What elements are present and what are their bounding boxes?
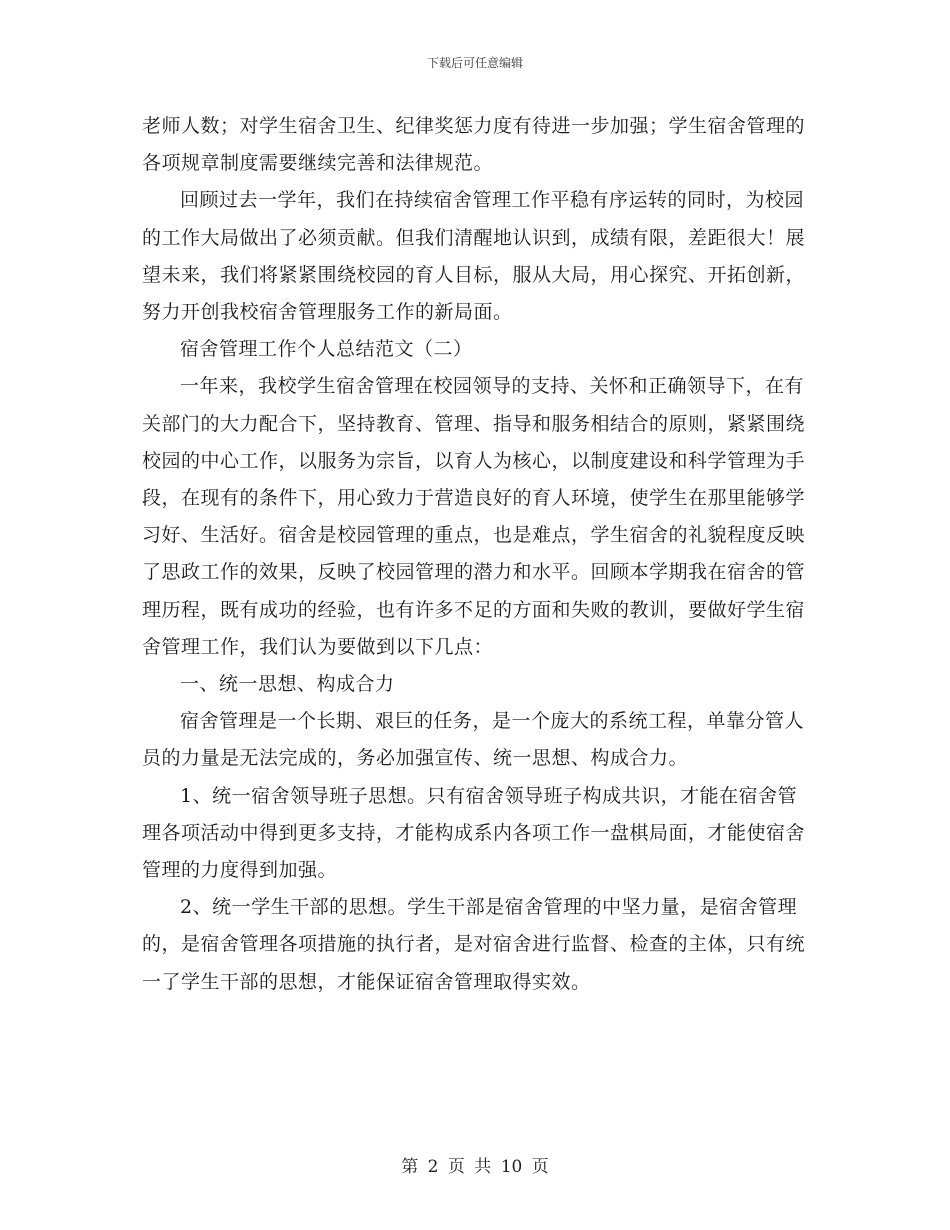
section-title: 宿舍管理工作个人总结范文（二） bbox=[180, 338, 473, 361]
paragraph-4: 宿舍管理是一个长期、艰巨的任务，是一个庞大的系统工程，单靠分管人员的力量是无法完成的，务必加强宣传、统一思想、构成合力。 bbox=[142, 710, 805, 770]
page-number: 第 2 页 共 10 页 bbox=[401, 1157, 549, 1177]
document-body bbox=[142, 108, 810, 1001]
paragraph-5: 1、统一宿舍领导班子思想。只有宿舍领导班子构成共识，才能在宿舍管理各项活动中得到更多支持，才能构成系内各项工作一盘棋局面，才能使宿舍管理的力度得到加强。 bbox=[142, 784, 806, 882]
paragraph-3: 一年来，我校学生宿舍管理在校园领导的支持、关怀和正确领导下，在有关部门的大力配合下，坚持教育、管理、指导和服务相结合的原则，紧紧围绕校园的中心工作，以服务为宗旨，以育人为核心，以制度建设和科学管理为手段，在现有的条件下，用心致力于营造良好的育人环境，使学生在那里能够学习好、生活好。宿舍是校园管理的重点，也是难点，学生宿舍的礼貌程度反映了思政工作的效果，反映了校园管理的潜力和水平。回顾本学期我在宿舍的管理历程，既有成功的经验，也有许多不足的方面和失败的教训，要做好学生宿舍管理工作，我们认为要做到以下几点： bbox=[142, 375, 806, 658]
paragraph-2: 回顾过去一学年，我们在持续宿舍管理工作平稳有序运转的同时，为校园的工作大局做出了必须贡献。但我们清醒地认识到，成绩有限，差距很大！展望未来，我们将紧紧围绕校园的育人目标，服从大局，用心探究、开拓创新，努力开创我校宿舍管理服务工作的新局面。 bbox=[142, 189, 806, 324]
subheading-1: 一、统一思想、构成合力 bbox=[180, 673, 395, 696]
paragraph-6: 2、统一学生干部的思想。学生干部是宿舍管理的中坚力量，是宿舍管理的，是宿舍管理各项措施的执行者，是对宿舍进行监督、检查的主体，只有统一了学生干部的思想，才能保证宿舍管理取得实效。 bbox=[142, 896, 806, 993]
page-header-note: 下载后可任意编辑 bbox=[426, 56, 523, 70]
paragraph-1: 老师人数；对学生宿舍卫生、纪律奖惩力度有待进一步加强；学生宿舍管理的各项规章制度需要继续完善和法律规范。 bbox=[142, 115, 806, 175]
